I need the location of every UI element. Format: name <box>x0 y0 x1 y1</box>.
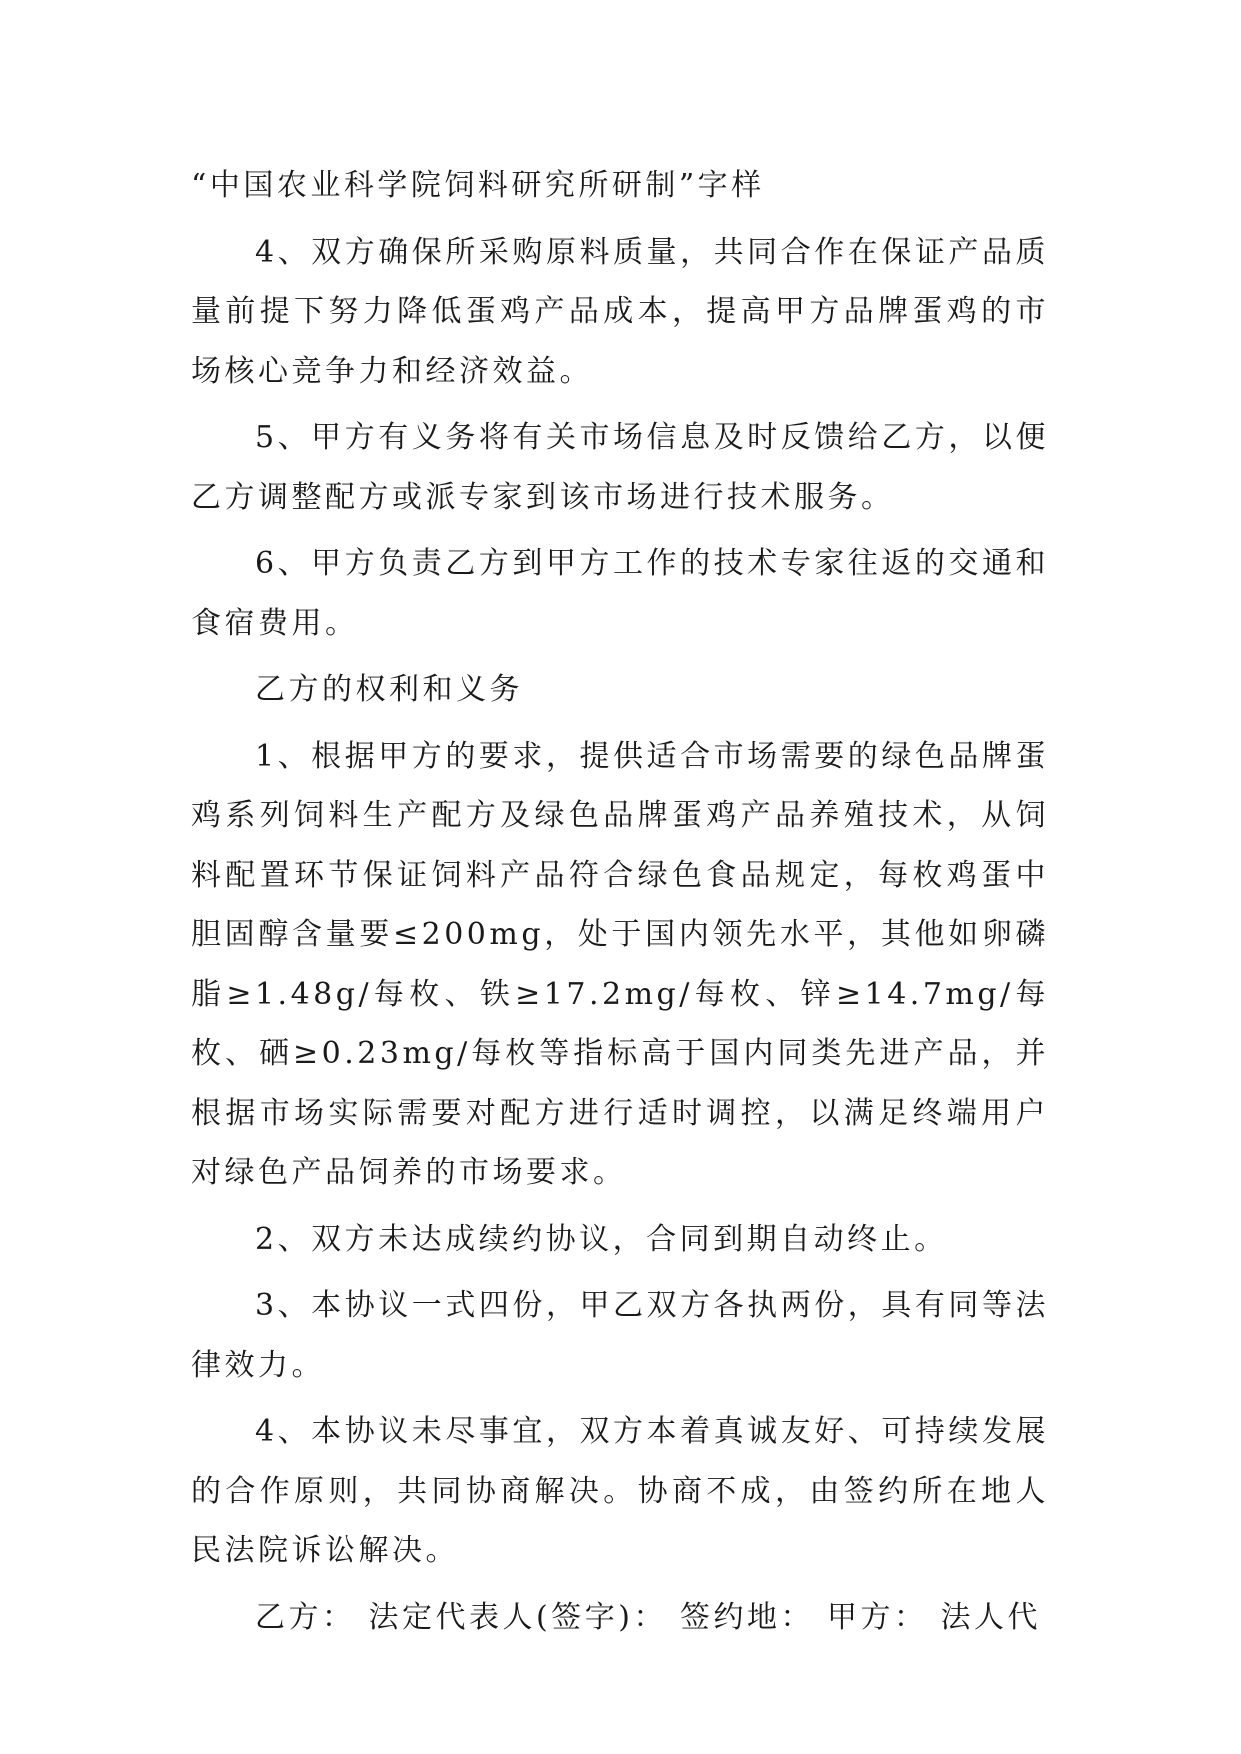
paragraph-3: 5、甲方有义务将有关市场信息及时反馈给乙方，以便乙方调整配方或派专家到该市场进行技术服务。 <box>191 420 1049 515</box>
paragraph-2: 4、双方确保所采购原料质量，共同合作在保证产品质量前提下努力降低蛋鸡产品成本，提高甲方品牌蛋鸡的市场核心竞争力和经济效益。 <box>191 234 1049 389</box>
paragraph-7: 3、本协议一式四份，甲乙双方各执两份，具有同等法律效力。 <box>191 1288 1049 1383</box>
paragraph-6: 2、双方未达成续约协议，合同到期自动终止。 <box>255 1221 948 1257</box>
paragraph-5: 1、根据甲方的要求，提供适合市场需要的绿色品牌蛋鸡系列饲料生产配方及绿色品牌蛋鸡产品养殖技术，从饲料配置环节保证饲料产品符合绿色食品规定，每枚鸡蛋中胆固醇含量要≤200mg，处于国内领先水平，其他如卵磷脂≥1.48g/每枚、铁≥17.2mg/每枚、锌≥14.7mg/每枚、硒≥0.23mg/每枚等指标高于国内同类先进产品，并根据市场实际需要对配方进行适时调控，以满足终端用户对绿色产品饲养的市场要求。 <box>191 738 1049 1190</box>
paragraph-1: “中国农业科学院饲料研究所研制”字样 <box>191 168 765 203</box>
paragraph-8: 4、本协议未尽事宜，双方本着真诚友好、可持续发展的合作原则，共同协商解决。协商不成，由签约所在地人民法院诉讼解决。 <box>191 1414 1049 1568</box>
paragraph-4: 6、甲方负责乙方到甲方工作的技术专家往返的交通和食宿费用。 <box>191 546 1049 641</box>
document-body <box>191 156 1049 1654</box>
signature-line: 乙方： 法定代表人(签字)： 签约地： 甲方： 法人代 <box>255 1599 1042 1635</box>
section-heading: 乙方的权利和义务 <box>255 672 523 707</box>
